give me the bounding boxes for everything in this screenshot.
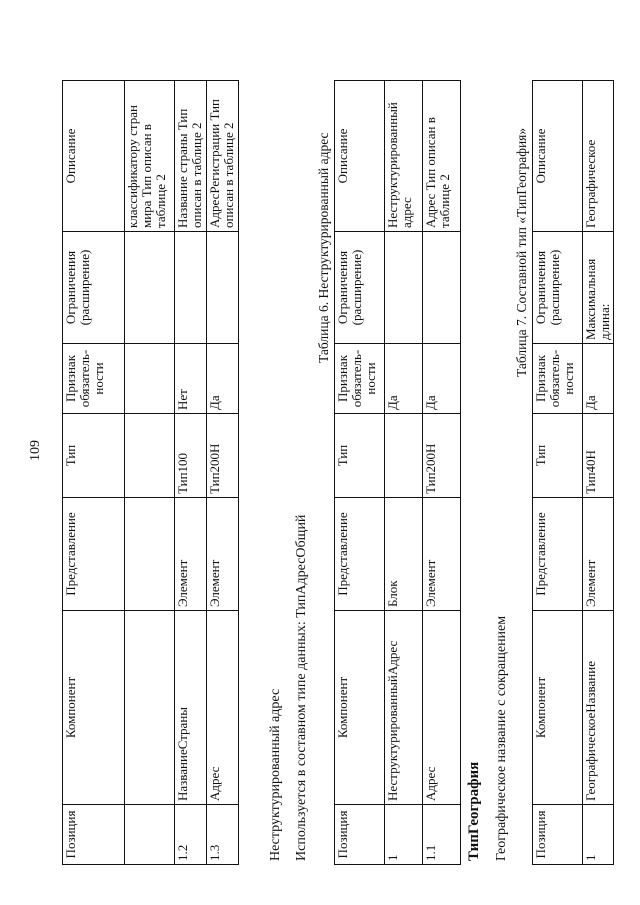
col-description: Описание xyxy=(533,81,583,232)
col-representation: Представление xyxy=(533,498,583,611)
col-component: Компонент xyxy=(63,611,125,805)
col-type: Тип xyxy=(533,414,583,498)
col-restrictions: Ограничения (расширение) xyxy=(533,232,583,344)
cell-position: 1 xyxy=(583,805,614,865)
col-position: Позиция xyxy=(335,805,385,865)
table-row xyxy=(423,81,461,865)
cell-restrictions xyxy=(125,232,175,344)
cell-representation: Элемент xyxy=(207,498,239,611)
cell-type: Тип100 xyxy=(175,414,207,498)
cell-required: Да xyxy=(207,344,239,414)
col-component: Компонент xyxy=(533,611,583,805)
cell-description: Адрес Тип описан в таблице 2 xyxy=(423,81,461,232)
table-header-row xyxy=(335,81,385,865)
table-row xyxy=(385,81,423,865)
col-description: Описание xyxy=(335,81,385,232)
cell-type xyxy=(385,414,423,498)
col-type: Тип xyxy=(335,414,385,498)
col-component: Компонент xyxy=(335,611,385,805)
table-row xyxy=(583,81,614,865)
cell-description: Название страны Тип описан в таблице 2 xyxy=(175,81,207,232)
col-restrictions: Ограничения (расширение) xyxy=(335,232,385,344)
col-restrictions: Ограничения (расширение) xyxy=(63,232,125,344)
cell-type xyxy=(125,414,175,498)
cell-component xyxy=(125,611,175,805)
cell-type: Тип200Н xyxy=(207,414,239,498)
cell-restrictions xyxy=(175,232,207,344)
cell-required: Да xyxy=(583,344,614,414)
section-heading: ТипГеография xyxy=(466,761,482,861)
cell-type: Тип200Н xyxy=(423,414,461,498)
col-required: Признак обязатель-ности xyxy=(63,344,125,414)
cell-representation: Элемент xyxy=(583,498,614,611)
table-6 xyxy=(334,80,461,865)
cell-representation: Блок xyxy=(385,498,423,611)
table-row xyxy=(207,81,239,865)
paragraph-geo-name: Географическое название с сокращением xyxy=(494,615,509,861)
cell-representation: Элемент xyxy=(423,498,461,611)
paragraph-used-in: Используется в составном типе данных: ТипАдресОбщий xyxy=(294,514,309,861)
cell-required: Да xyxy=(385,344,423,414)
cell-type: Тип40Н xyxy=(583,414,614,498)
cell-description: Неструктурированный адрес xyxy=(385,81,423,232)
cell-component: Адрес xyxy=(207,611,239,805)
table-header-row xyxy=(533,81,583,865)
col-position: Позиция xyxy=(533,805,583,865)
cell-description: АдресРегистрации Тип описан в таблице 2 xyxy=(207,81,239,232)
table-header-row xyxy=(63,81,125,865)
cell-restrictions xyxy=(423,232,461,344)
cell-component: Адрес xyxy=(423,611,461,805)
cell-position: 1.3 xyxy=(207,805,239,865)
col-description: Описание xyxy=(63,81,125,232)
cell-restrictions xyxy=(207,232,239,344)
cell-position: 1.2 xyxy=(175,805,207,865)
cell-restrictions xyxy=(385,232,423,344)
cell-component: НазваниеСтраны xyxy=(175,611,207,805)
cell-required: Да xyxy=(423,344,461,414)
table-1 xyxy=(62,80,239,865)
cell-component: ГеографическоеНазвание xyxy=(583,611,614,805)
cell-component: НеструктурированныйАдрес xyxy=(385,611,423,805)
page-number: 109 xyxy=(28,440,43,461)
table-row xyxy=(125,81,175,865)
cell-representation: Элемент xyxy=(175,498,207,611)
table-7-caption: Таблица 7. Составной тип «ТипГеография» xyxy=(514,127,529,377)
cell-description: классификатору стран мира Тип описан в таблице 2 xyxy=(125,81,175,232)
cell-description: Географическое xyxy=(583,81,614,232)
cell-required: Нет xyxy=(175,344,207,414)
cell-position: 1 xyxy=(385,805,423,865)
col-representation: Представление xyxy=(335,498,385,611)
cell-position: 1.1 xyxy=(423,805,461,865)
cell-required xyxy=(125,344,175,414)
table-7 xyxy=(532,80,614,865)
col-representation: Представление xyxy=(63,498,125,611)
col-required: Признак обязатель-ности xyxy=(533,344,583,414)
col-position: Позиция xyxy=(63,805,125,865)
cell-restrictions: Максимальная длина: xyxy=(583,232,614,344)
cell-representation xyxy=(125,498,175,611)
table-row xyxy=(175,81,207,865)
paragraph-unstructured-address: Неструктурированный адрес xyxy=(268,688,283,861)
cell-position xyxy=(125,805,175,865)
table-6-caption: Таблица 6. Неструктурированный адрес xyxy=(316,132,331,363)
col-type: Тип xyxy=(63,414,125,498)
col-required: Признак обязатель-ности xyxy=(335,344,385,414)
